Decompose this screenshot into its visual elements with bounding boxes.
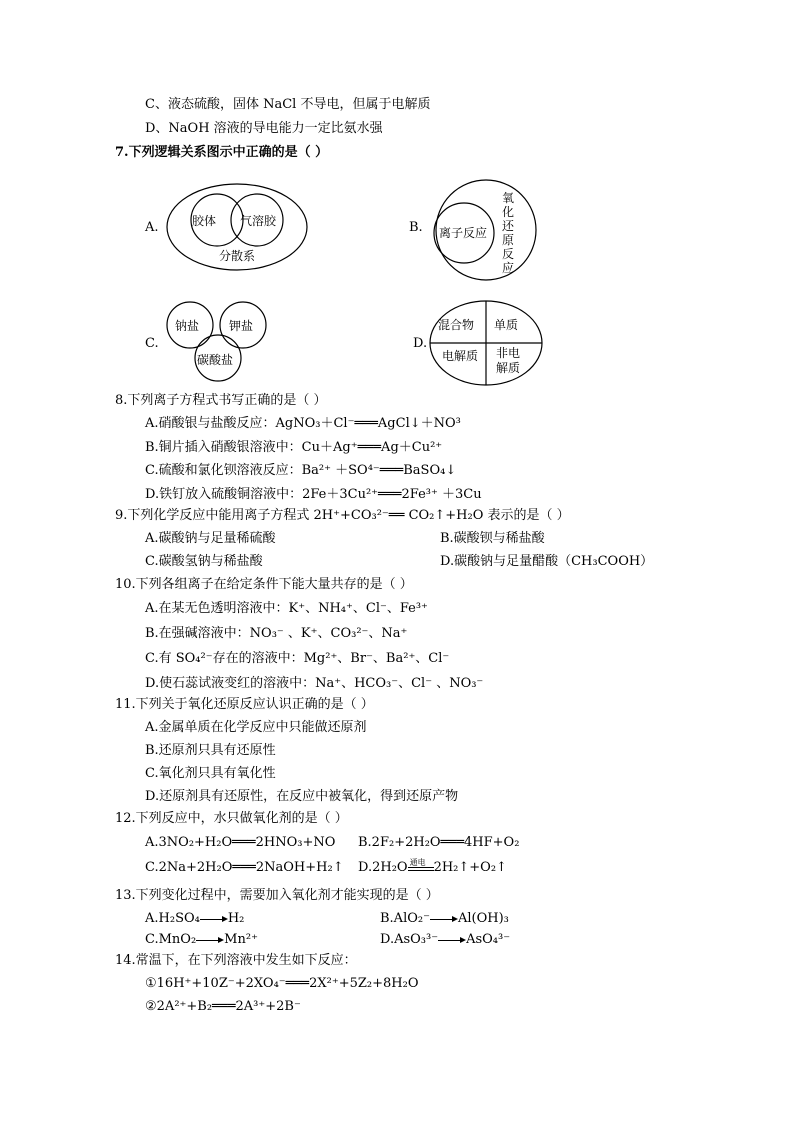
q7-diagram-a — [162, 180, 312, 275]
q7b-inner-label: 离子反应 — [439, 226, 488, 240]
q7d-tr-label: 单质 — [494, 318, 519, 332]
q13-option-a: A.H₂SO₄ H₂ — [145, 911, 245, 926]
q13-option-d: D.AsO₃³⁻ AsO₄³⁻ — [380, 932, 511, 947]
q11-option-d: D.还原剂具有还原性，在反应中被氧化，得到还原产物 — [145, 789, 459, 804]
q7b-outer-char-5: 反 — [502, 247, 515, 261]
q14-stem: 14.常温下，在下列溶液中发生如下反应： — [115, 953, 357, 968]
q8-option-a: A.硝酸银与盐酸反应：AgNO₃＋Cl⁻═══AgCl↓＋NO³ — [145, 416, 461, 431]
q12-option-a: A.3NO₂+H₂O═══2HNO₃+NO — [145, 835, 336, 850]
q7d-tl-label: 混合物 — [438, 318, 475, 332]
arrow-icon — [200, 914, 228, 924]
q12-option-c: C.2Na+2H₂O═══2NaOH+H₂↑ — [145, 860, 344, 875]
q7d-bl-label: 电解质 — [442, 349, 479, 363]
q10-option-c: C.有 SO₄²⁻存在的溶液中：Mg²⁺、Br⁻、Ba²⁺、Cl⁻ — [145, 651, 450, 666]
q6-option-c: C、液态硫酸，固体 NaCl 不导电，但属于电解质 — [145, 97, 431, 112]
q8-option-d: D.铁钉放入硫酸铜溶液中：2Fe＋3Cu²⁺═══2Fe³⁺ ＋3Cu — [145, 487, 482, 502]
q7b-outer-char-4: 原 — [502, 233, 515, 247]
q11-option-c: C.氧化剂只具有氧化性 — [145, 766, 276, 781]
q7a-outer-label: 分散系 — [219, 249, 256, 263]
q6-option-d: D、NaOH 溶液的导电能力一定比氨水强 — [145, 121, 383, 136]
q14-reaction-1: ①16H⁺+10Z⁻+2XO₄⁻═══2X²⁺+5Z₂+8H₂O — [145, 976, 419, 991]
q9-stem: 9.下列化学反应中能用离子方程式 2H⁺+CO₃²⁻══ CO₂↑+H₂O 表示的是（ ） — [115, 508, 570, 523]
q7-stem: 7.下列逻辑关系图示中正确的是（ ） — [115, 145, 329, 160]
q13-stem: 13.下列变化过程中，需要加入氧化剂才能实现的是（ ） — [115, 888, 439, 903]
q7-option-b-label: B. — [409, 220, 423, 235]
q10-stem: 10.下列各组离子在给定条件下能大量共存的是（ ） — [115, 577, 413, 592]
q7b-outer-char-2: 化 — [502, 205, 515, 219]
q7-option-a-label: A. — [145, 220, 159, 235]
q7-diagram-d — [428, 298, 548, 388]
q12-stem: 12.下列反应中，水只做氧化剂的是（ ） — [115, 811, 348, 826]
q13-option-b: B.AlO₂⁻ Al(OH)₃ — [380, 911, 509, 926]
q7c-right-label: 钾盐 — [229, 319, 254, 333]
q9-option-a: A.碳酸钠与足量稀硫酸 — [145, 531, 276, 546]
q7-diagram-c — [160, 298, 280, 383]
q8-option-b: B.铜片插入硝酸银溶液中：Cu＋Ag⁺═══Ag＋Cu²⁺ — [145, 440, 443, 455]
q9-option-c: C.碳酸氢钠与稀盐酸 — [145, 554, 263, 569]
q7d-br-label-2: 解质 — [496, 361, 521, 375]
q10-option-b: B.在强碱溶液中：NO₃⁻ 、K⁺、CO₃²⁻、Na⁺ — [145, 626, 408, 641]
q7b-outer-char-1: 氧 — [502, 191, 515, 205]
q11-option-a: A.金属单质在化学反应中只能做还原剂 — [145, 720, 367, 735]
q7-option-d-label: D. — [413, 336, 428, 351]
q9-option-d: D.碳酸钠与足量醋酸（CH₃COOH） — [440, 554, 654, 569]
q10-option-a: A.在某无色透明溶液中：K⁺、NH₄⁺、Cl⁻、Fe³⁺ — [145, 601, 428, 616]
q11-stem: 11.下列关于氧化还原反应认识正确的是（ ） — [115, 697, 374, 712]
q7d-br-label-1: 非电 — [496, 346, 521, 360]
q7-diagram-b — [428, 178, 548, 283]
q7a-right-label: 气溶胶 — [240, 214, 277, 228]
q13-option-c: C.MnO₂ Mn²⁺ — [145, 932, 258, 947]
q7a-left-label: 胶体 — [192, 214, 217, 228]
q14-reaction-2: ②2A²⁺+B₂═══2A³⁺+2B⁻ — [145, 999, 301, 1014]
q7c-bottom-label: 碳酸盐 — [197, 353, 234, 367]
q7c-left-label: 钠盐 — [175, 319, 200, 333]
q12d-condition: 通电 — [409, 857, 426, 867]
q11-option-b: B.还原剂只具有还原性 — [145, 743, 276, 758]
q9-option-b: B.碳酸钡与稀盐酸 — [440, 531, 545, 546]
arrow-icon — [430, 914, 458, 924]
q7-option-c-label: C. — [145, 336, 159, 351]
q8-stem: 8.下列离子方程式书写正确的是（ ） — [115, 393, 327, 408]
arrow-icon — [438, 935, 466, 945]
arrow-icon — [196, 935, 224, 945]
q7b-outer-char-3: 还 — [502, 219, 515, 233]
q7b-outer-char-6: 应 — [502, 261, 515, 275]
q10-option-d: D.使石蕊试液变红的溶液中：Na⁺、HCO₃⁻、Cl⁻ 、NO₃⁻ — [145, 676, 484, 691]
q8-option-c: C.硫酸和氯化钡溶液反应：Ba²⁺ ＋SO⁴⁻═══BaSO₄↓ — [145, 463, 457, 478]
q12-option-d: D.2H₂O 通电 2H₂↑+O₂↑ — [358, 860, 507, 876]
q12-option-b: B.2F₂+2H₂O═══4HF+O₂ — [358, 835, 520, 850]
